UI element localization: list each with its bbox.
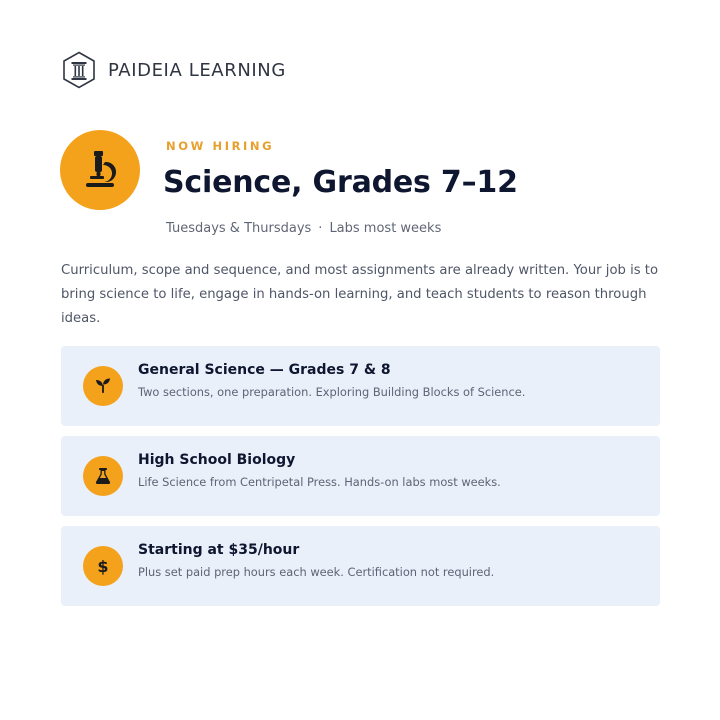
page-title: Science, Grades 7–12 — [163, 165, 518, 200]
card-title: High School Biology — [138, 452, 296, 468]
card-title: General Science — Grades 7 & 8 — [138, 362, 391, 378]
card-general-science — [61, 346, 660, 426]
microscope-icon — [78, 148, 122, 192]
flask-icon — [93, 466, 113, 486]
job-description: Curriculum, scope and sequence, and most assignments are already written. Your job is to bring science to life, engage in hands-on learning, and teach students to reason through ideas. — [61, 263, 659, 326]
brand — [62, 50, 286, 90]
meta-days: Tuesdays & Thursdays — [166, 221, 312, 236]
card-pay-rate — [61, 526, 660, 606]
meta-separator: · — [318, 221, 323, 236]
sprout-icon — [93, 376, 113, 396]
svg-text:$: $ — [97, 557, 109, 576]
card-title: Starting at $35/hour — [138, 542, 300, 558]
job-meta — [166, 221, 441, 236]
card-icon-circle — [83, 366, 123, 406]
hero-icon-circle — [60, 130, 140, 210]
card-subtitle: Two sections, one preparation. Exploring Building Blocks of Science. — [138, 385, 526, 399]
card-high-school-biology — [61, 436, 660, 516]
meta-labs: Labs most weeks — [329, 221, 442, 236]
card-icon-circle — [83, 456, 123, 496]
card-subtitle: Life Science from Centripetal Press. Hands-on labs most weeks. — [138, 475, 501, 489]
brand-name: PAIDEIA LEARNING — [108, 59, 286, 81]
dollar-icon — [93, 556, 113, 576]
pillar-hexagon-icon — [62, 51, 96, 89]
card-icon-circle — [83, 546, 123, 586]
card-subtitle: Plus set paid prep hours each week. Certification not required. — [138, 565, 495, 579]
now-hiring-label: NOW HIRING — [166, 139, 275, 153]
